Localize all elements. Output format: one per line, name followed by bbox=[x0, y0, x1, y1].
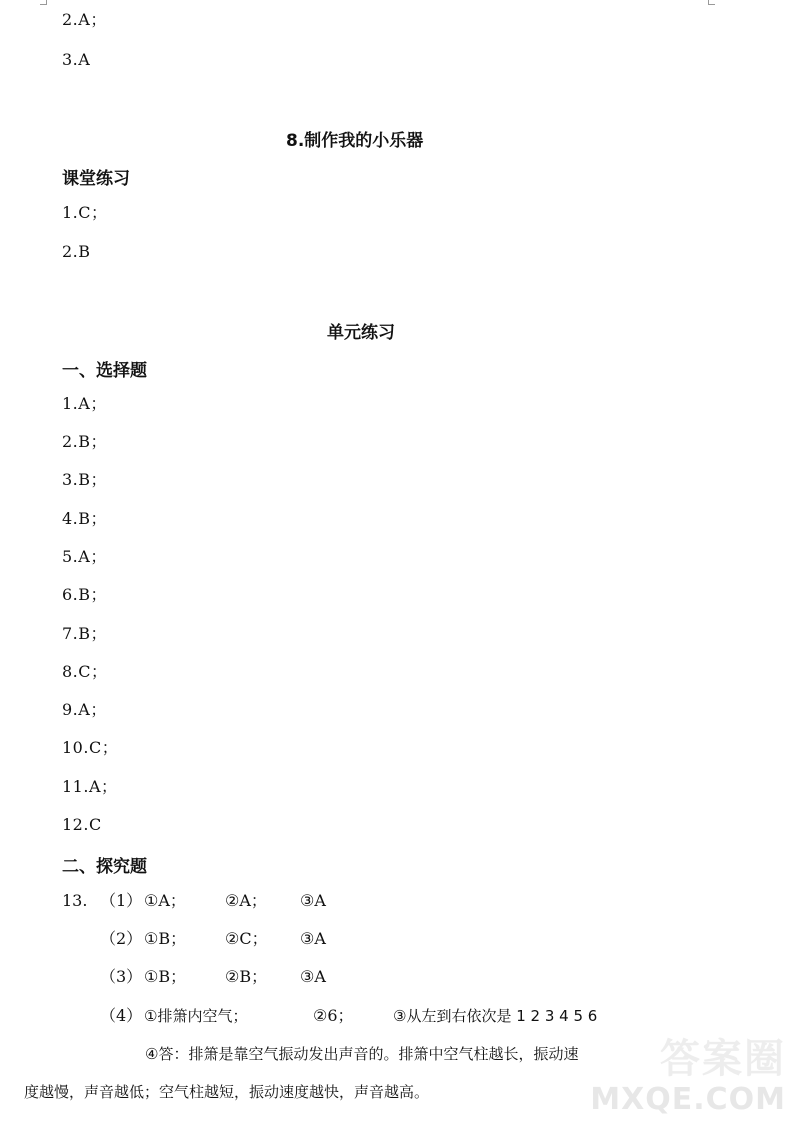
answer-line: 2.A； bbox=[62, 10, 107, 29]
choice-answer: 2.B； bbox=[62, 432, 108, 451]
part2-heading: 二、探究题 bbox=[62, 857, 147, 877]
watermark-url-text: MXQE.COM bbox=[590, 1082, 786, 1117]
choice-answer: 6.B； bbox=[62, 585, 108, 604]
unit-title: 单元练习 bbox=[327, 323, 395, 343]
watermark-logo-text: 答案圈 bbox=[660, 1036, 786, 1082]
subanswer-2: ②C； bbox=[225, 929, 268, 948]
subquestion-label: （2） bbox=[100, 929, 143, 948]
subquestion-label: （3） bbox=[100, 967, 143, 986]
subanswer-1: ①排箫内空气； bbox=[144, 1007, 248, 1025]
subanswer-1: ①A； bbox=[144, 891, 186, 910]
subquestion-label: （4） bbox=[100, 1006, 143, 1025]
choice-answer: 8.C； bbox=[62, 662, 108, 681]
choice-answer: 12.C bbox=[62, 815, 102, 834]
site-watermark bbox=[592, 1027, 792, 1117]
part1-heading: 一、选择题 bbox=[62, 361, 147, 381]
answer-paragraph-line: 度越慢，声音越低；空气柱越短，振动速度越快，声音越高。 bbox=[24, 1083, 430, 1101]
choice-answer: 1.A； bbox=[62, 394, 107, 413]
subanswer-3: ③A bbox=[300, 891, 326, 910]
subanswer-3: ③从左到右依次是 1 2 3 4 5 6 bbox=[393, 1007, 598, 1025]
choice-answer: 4.B； bbox=[62, 509, 108, 528]
subanswer-1: ①B； bbox=[144, 929, 187, 948]
subanswer-2: ②B； bbox=[225, 967, 268, 986]
answer-line: 1.C； bbox=[62, 203, 108, 222]
section-title: 8.制作我的小乐器 bbox=[286, 131, 424, 151]
choice-answer: 7.B； bbox=[62, 624, 108, 643]
subanswer-3: ③A bbox=[300, 967, 326, 986]
choice-answer: 10.C； bbox=[62, 738, 119, 757]
question-number: 13. bbox=[62, 891, 88, 910]
subanswer-2: ②A； bbox=[225, 891, 267, 910]
subanswer-1: ①B； bbox=[144, 967, 187, 986]
class-practice-heading: 课堂练习 bbox=[62, 169, 130, 189]
choice-answer: 3.B； bbox=[62, 470, 108, 489]
choice-answer: 11.A； bbox=[62, 777, 118, 796]
answer-paragraph-line: ④答：排箫是靠空气振动发出声音的。排箫中空气柱越长，振动速 bbox=[145, 1045, 579, 1063]
subanswer-3: ③A bbox=[300, 929, 326, 948]
subanswer-2: ②6； bbox=[313, 1006, 354, 1025]
choice-answer: 9.A； bbox=[62, 700, 107, 719]
answer-line: 2.B bbox=[62, 242, 91, 261]
subquestion-label: （1） bbox=[100, 891, 143, 910]
page-corner-mark-left bbox=[40, 0, 47, 5]
choice-answer: 5.A； bbox=[62, 547, 107, 566]
page-corner-mark-right bbox=[708, 0, 715, 5]
answer-line: 3.A bbox=[62, 50, 91, 69]
